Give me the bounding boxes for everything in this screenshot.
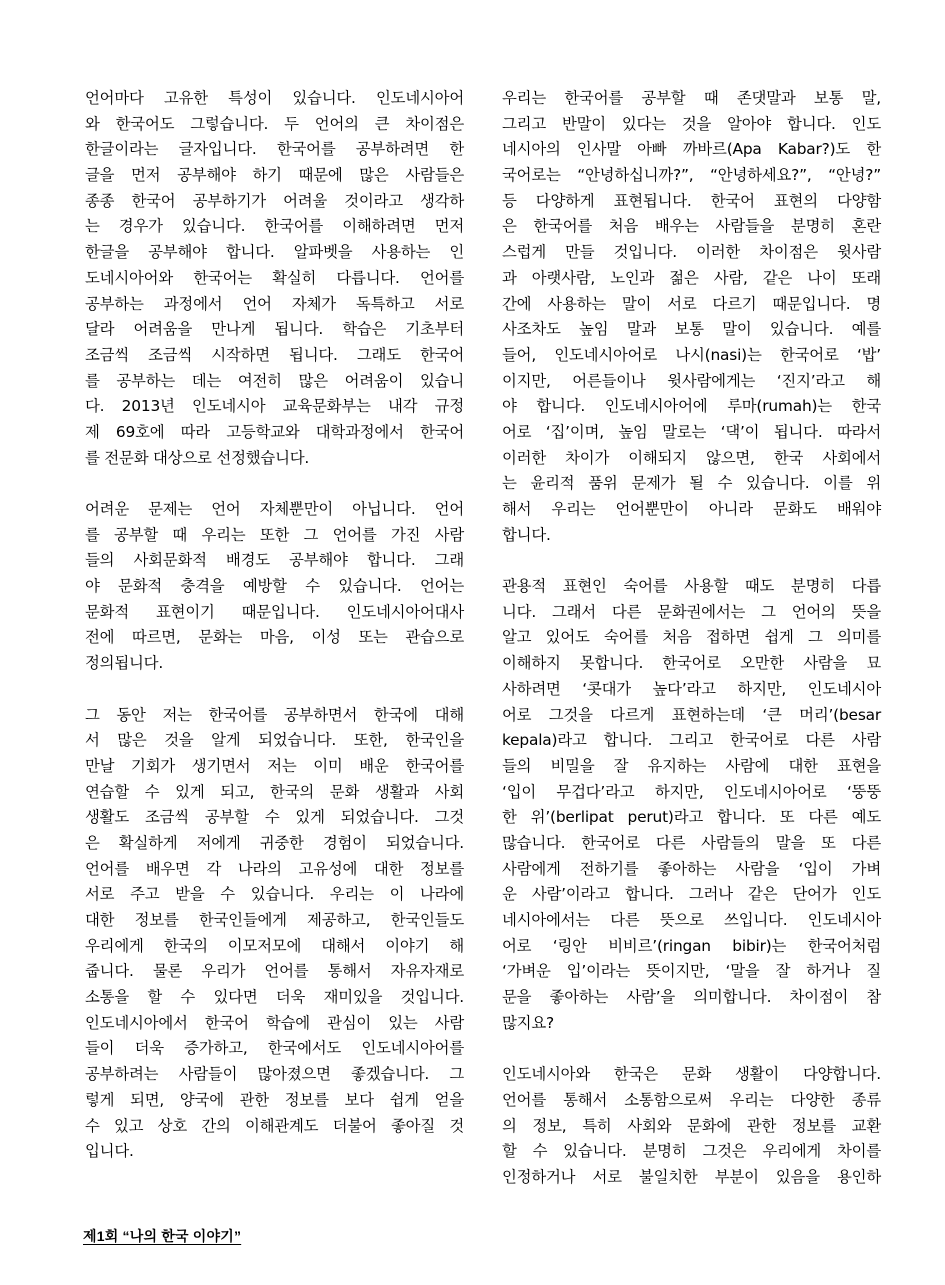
text-line: 어로 그것을 다르게 표현하는데 ‘큰 머리’(besar	[502, 705, 881, 724]
text-line: 이러한 차이가 이해되지 않으면, 한국 사회에서	[502, 448, 881, 467]
text-line: 글을 먼저 공부해야 하기 때문에 많은 사람들은	[85, 166, 464, 185]
text-line: 대한 정보를 한국인들에게 제공하고, 한국인들도	[85, 911, 464, 929]
text-line: 야 문화적 충격을 예방할 수 있습니다. 언어는	[85, 577, 464, 596]
text-line: 해서 우리는 언어뿐만이 아니라 문화도 배워야	[502, 500, 881, 518]
text-line: 사조차도 높임 말과 보통 말이 있습니다. 예를	[502, 320, 881, 339]
text-line: 줍니다. 물론 우리가 언어를 통해서 자유자재로	[85, 962, 464, 981]
text-line: 어로 ‘집’이며, 높임 말로는 ‘댁’이 됩니다. 따라서	[502, 422, 881, 441]
text-line: 서 많은 것을 알게 되었습니다. 또한, 한국인을	[85, 731, 464, 750]
text-line: 들이 더욱 증가하고, 한국에서도 인도네시아어를	[85, 1039, 464, 1058]
text-line: 우리는 한국어를 공부할 때 존댓말과 보통 말,	[502, 89, 881, 107]
text-line: 은 한국어를 처음 배우는 사람들을 분명히 혼란	[502, 217, 881, 236]
text-line: 를 전문화 대상으로 선정했습니다.	[85, 448, 310, 467]
text-line: 공부하려는 사람들이 많아졌으면 좋겠습니다. 그	[85, 1065, 464, 1084]
text-line: 전에 따르면, 문화는 마음, 이성 또는 관습으로	[85, 628, 464, 647]
right-column	[502, 86, 881, 1191]
text-line: 도네시아어와 한국어는 확실히 다릅니다. 언어를	[85, 268, 464, 287]
text-line: 스럽게 만들 것입니다. 이러한 차이점은 윗사람	[502, 243, 881, 262]
text-line: 어려운 문제는 언어 자체뿐만이 아닙니다. 언어	[85, 500, 464, 518]
paragraph	[502, 1062, 881, 1190]
text-line: 를 공부할 때 우리는 또한 그 언어를 가진 사람	[85, 525, 464, 544]
text-line: 들어, 인도네시아어로 나시(nasi)는 한국어로 ‘밥’	[502, 345, 881, 364]
text-line: 과 아랫사람, 노인과 젊은 사람, 같은 나이 또래	[502, 268, 881, 287]
text-line: 네시아의 인사말 아빠 까바르(Apa Kabar?)도 한	[502, 140, 881, 159]
text-line: 렇게 되면, 양국에 관한 정보를 보다 쉽게 얻을	[85, 1090, 464, 1109]
footer-title: 제1회 “나의 한국 이야기”	[83, 1228, 242, 1244]
text-line: 만날 기회가 생기면서 저는 이미 배운 한국어를	[85, 756, 464, 775]
text-line: 운 사람’이라고 합니다. 그러나 같은 단어가 인도	[502, 885, 881, 904]
text-line: 인정하거나 서로 불일치한 부분이 있음을 용인하	[502, 1167, 881, 1186]
text-line: 입니다.	[85, 1142, 134, 1161]
text-line: 국어로는 “안녕하십니까?”, “안녕하세요?”, “안녕?”	[502, 166, 881, 185]
paragraph	[85, 86, 464, 471]
text-line: 는 윤리적 품위 문제가 될 수 있습니다. 이를 위	[502, 474, 881, 493]
paragraph	[502, 86, 881, 548]
text-line: 합니다.	[502, 525, 551, 544]
text-line: 사람에게 전하기를 좋아하는 사람을 ‘입이 가벼	[502, 859, 881, 878]
text-line: 은 확실하게 저에게 귀중한 경험이 되었습니다.	[85, 833, 464, 852]
text-line: 인도네시아와 한국은 문화 생활이 다양합니다.	[502, 1065, 881, 1084]
text-line: ‘가벼운 입’이라는 뜻이지만, ‘말을 잘 하거나 질	[502, 962, 881, 981]
text-line: 할 수 있습니다. 분명히 그것은 우리에게 차이를	[502, 1142, 881, 1161]
text-line: 종종 한국어 공부하기가 어려울 것이라고 생각하	[85, 191, 464, 210]
text-line: 다. 2013년 인도네시아 교육문화부는 내각 규정	[85, 397, 464, 416]
text-line: 제 69호에 따라 고등학교와 대학과정에서 한국어	[85, 422, 464, 441]
text-line: 그리고 반말이 있다는 것을 알아야 합니다. 인도	[502, 114, 881, 133]
text-line: 언어를 통해서 소통함으로써 우리는 다양한 종류	[502, 1090, 881, 1109]
text-line: 등 다양하게 표현됩니다. 한국어 표현의 다양함	[502, 191, 881, 210]
text-line: 인도네시아에서 한국어 학습에 관심이 있는 사람	[85, 1013, 464, 1032]
text-line: 생활도 조금씩 공부할 수 있게 되었습니다. 그것	[85, 808, 464, 827]
text-line: 들의 사회문화적 배경도 공부해야 합니다. 그래	[85, 551, 464, 570]
text-line: 관용적 표현인 숙어를 사용할 때도 분명히 다릅	[502, 577, 881, 596]
text-line: 한 위’(berlipat perut)라고 합니다. 또 다른 예도	[502, 808, 881, 827]
paragraph	[85, 497, 464, 677]
text-line: 한글을 공부해야 합니다. 알파벳을 사용하는 인	[85, 243, 464, 262]
text-line: 이지만, 어른들이나 윗사람에게는 ‘진지’라고 해	[502, 371, 881, 390]
text-line: 수 있고 상호 간의 이해관계도 더불어 좋아질 것	[85, 1116, 464, 1135]
text-line: 공부하는 과정에서 언어 자체가 독특하고 서로	[85, 294, 464, 313]
text-line: kepala)라고 합니다. 그리고 한국어로 다른 사람	[502, 731, 881, 750]
text-line: 와 한국어도 그렇습니다. 두 언어의 큰 차이점은	[85, 114, 464, 133]
text-line: 이해하지 못합니다. 한국어로 오만한 사람을 묘	[502, 654, 881, 673]
paragraph	[85, 703, 464, 1165]
text-line: 네시아에서는 다른 뜻으로 쓰입니다. 인도네시아	[502, 911, 881, 929]
text-line: 언어마다 고유한 특성이 있습니다. 인도네시아어	[85, 89, 464, 107]
text-line: 사하려면 ‘콧대가 높다’라고 하지만, 인도네시아	[502, 679, 881, 698]
text-line: 간에 사용하는 말이 서로 다르기 때문입니다. 명	[502, 294, 881, 313]
text-line: 정의됩니다.	[85, 654, 164, 673]
left-column	[85, 86, 464, 1165]
text-line: 많습니다. 한국어로 다른 사람들의 말을 또 다른	[502, 833, 881, 852]
text-line: 소통을 할 수 있다면 더욱 재미있을 것입니다.	[85, 988, 464, 1007]
text-line: 달라 어려움을 만나게 됩니다. 학습은 기초부터	[85, 320, 464, 339]
text-line: 어로 ‘링안 비비르’(ringan bibir)는 한국어처럼	[502, 936, 881, 955]
text-line: ‘입이 무겁다’라고 하지만, 인도네시아어로 ‘뚱뚱	[502, 782, 881, 801]
text-line: 연습할 수 있게 되고, 한국의 문화 생활과 사회	[85, 782, 464, 801]
text-line: 를 공부하는 데는 여전히 많은 어려움이 있습니	[85, 371, 464, 390]
paragraph	[502, 574, 881, 1036]
text-line: 우리에게 한국의 이모저모에 대해서 이야기 해	[85, 936, 464, 955]
text-line: 야 합니다. 인도네시아어에 루마(rumah)는 한국	[502, 397, 881, 416]
text-line: 그 동안 저는 한국어를 공부하면서 한국에 대해	[85, 705, 464, 724]
text-line: 많지요?	[502, 1013, 554, 1032]
text-line: 서로 주고 받을 수 있습니다. 우리는 이 나라에	[85, 885, 464, 904]
text-line: 는 경우가 있습니다. 한국어를 이해하려면 먼저	[85, 217, 464, 236]
text-line: 한글이라는 글자입니다. 한국어를 공부하려면 한	[85, 140, 464, 159]
text-line: 들의 비밀을 잘 유지하는 사람에 대한 표현을	[502, 756, 881, 775]
text-line: 조금씩 조금씩 시작하면 됩니다. 그래도 한국어	[85, 345, 464, 364]
text-line: 의 정보, 특히 사회와 문화에 관한 정보를 교환	[502, 1116, 881, 1135]
text-line: 문화적 표현이기 때문입니다. 인도네시아어대사	[85, 602, 464, 621]
text-line: 문을 좋아하는 사람’을 의미합니다. 차이점이 참	[502, 988, 881, 1007]
text-line: 알고 있어도 숙어를 처음 접하면 쉽게 그 의미를	[502, 628, 881, 647]
text-line: 언어를 배우면 각 나라의 고유성에 대한 정보를	[85, 859, 464, 878]
text-line: 니다. 그래서 다른 문화권에서는 그 언어의 뜻을	[502, 602, 881, 621]
